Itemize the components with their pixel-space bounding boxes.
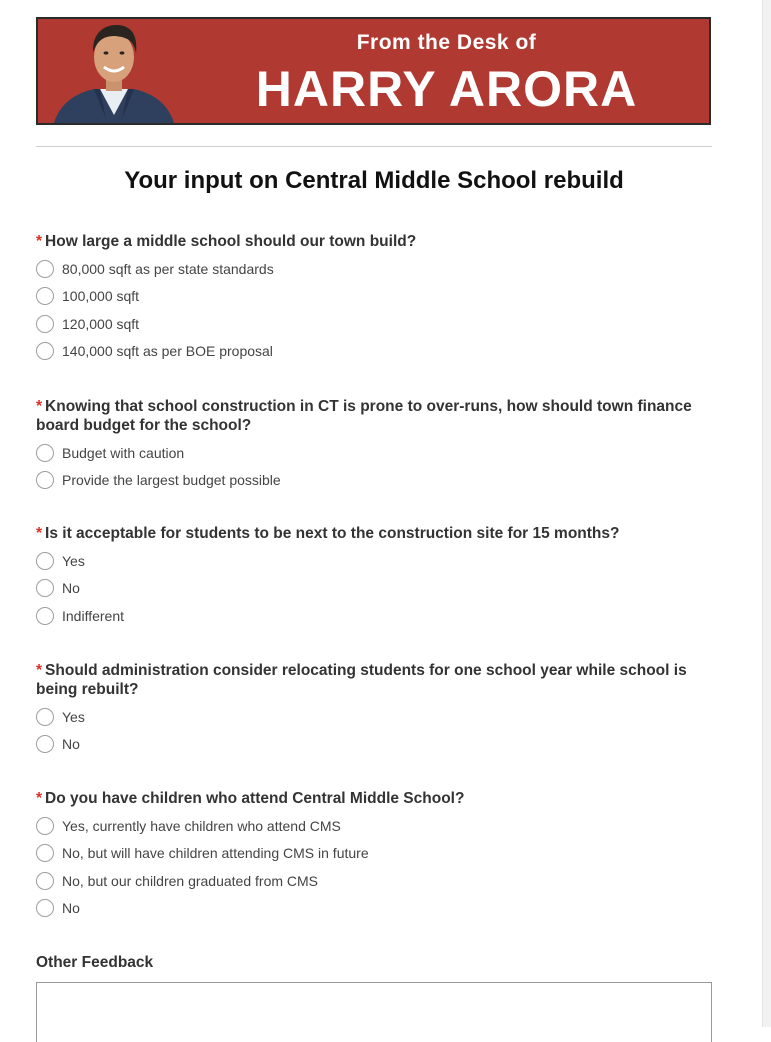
radio-button-icon[interactable] — [36, 899, 54, 917]
required-marker: * — [36, 525, 43, 542]
option-label: Yes — [62, 708, 85, 725]
radio-option[interactable] — [36, 338, 716, 366]
radio-option[interactable] — [36, 283, 716, 311]
radio-button-icon[interactable] — [36, 708, 54, 726]
divider — [36, 146, 712, 147]
option-label: Budget with caution — [62, 444, 185, 461]
radio-button-icon[interactable] — [36, 444, 54, 462]
radio-button-icon[interactable] — [36, 552, 54, 570]
radio-option[interactable] — [36, 467, 716, 495]
question-label: * Knowing that school construction in CT is prone to over-runs, how should town finance board budget for the school? — [36, 398, 692, 434]
radio-button-icon[interactable] — [36, 342, 54, 360]
option-label: No — [62, 736, 80, 753]
radio-button-icon[interactable] — [36, 844, 54, 862]
radio-button-icon[interactable] — [36, 872, 54, 890]
scrollbar-track[interactable] — [762, 0, 771, 1027]
question-school-size — [36, 232, 716, 365]
question-label: * How large a middle school should our town build? — [36, 233, 417, 250]
required-marker: * — [36, 398, 43, 415]
radio-option[interactable] — [36, 731, 716, 759]
question-label: * Do you have children who attend Central Middle School? — [36, 790, 465, 807]
required-marker: * — [36, 662, 43, 679]
question-relocation — [36, 661, 716, 758]
person-portrait-icon — [46, 19, 182, 123]
radio-button-icon[interactable] — [36, 607, 54, 625]
radio-option[interactable] — [36, 255, 716, 283]
option-label: 140,000 sqft as per BOE proposal — [62, 343, 273, 360]
radio-button-icon[interactable] — [36, 817, 54, 835]
radio-button-icon[interactable] — [36, 287, 54, 305]
option-label: No, but our children graduated from CMS — [62, 872, 319, 889]
question-budget — [36, 397, 716, 494]
question-construction-site — [36, 524, 716, 630]
other-feedback-textarea[interactable] — [36, 982, 712, 1042]
question-label: * Is it acceptable for students to be next to the construction site for 15 months? — [36, 525, 620, 542]
option-label: 100,000 sqft — [62, 288, 140, 305]
radio-button-icon[interactable] — [36, 579, 54, 597]
radio-button-icon[interactable] — [36, 315, 54, 333]
radio-button-icon[interactable] — [36, 471, 54, 489]
banner-name: HARRY ARORA — [255, 61, 638, 117]
option-label: No — [62, 900, 80, 917]
option-label: No — [62, 580, 80, 597]
option-label: Yes — [62, 552, 85, 569]
question-children — [36, 789, 716, 922]
radio-option[interactable] — [36, 547, 716, 575]
question-label: * Should administration consider relocating students for one school year while school is being rebuilt? — [36, 662, 687, 698]
radio-button-icon[interactable] — [36, 735, 54, 753]
radio-option[interactable] — [36, 602, 716, 630]
required-marker: * — [36, 790, 43, 807]
banner-subtitle: From the Desk of — [356, 31, 537, 54]
radio-option[interactable] — [36, 840, 716, 868]
required-marker: * — [36, 233, 43, 250]
option-label: No, but will have children attending CMS in future — [62, 845, 369, 862]
other-feedback-label: Other Feedback — [36, 954, 154, 971]
page-title: Your input on Central Middle School rebuild — [124, 167, 624, 194]
radio-option[interactable] — [36, 310, 716, 338]
radio-option[interactable] — [36, 439, 716, 467]
radio-option[interactable] — [36, 867, 716, 895]
option-label: Yes, currently have children who attend CMS — [62, 817, 341, 834]
option-label: Indifferent — [62, 607, 125, 624]
radio-option[interactable] — [36, 895, 716, 923]
radio-button-icon[interactable] — [36, 260, 54, 278]
option-label: 80,000 sqft as per state standards — [62, 260, 274, 277]
radio-option[interactable] — [36, 575, 716, 603]
radio-option[interactable] — [36, 703, 716, 731]
option-label: Provide the largest budget possible — [62, 472, 281, 489]
header-banner — [36, 17, 711, 125]
option-label: 120,000 sqft — [62, 315, 140, 332]
radio-option[interactable] — [36, 812, 716, 840]
